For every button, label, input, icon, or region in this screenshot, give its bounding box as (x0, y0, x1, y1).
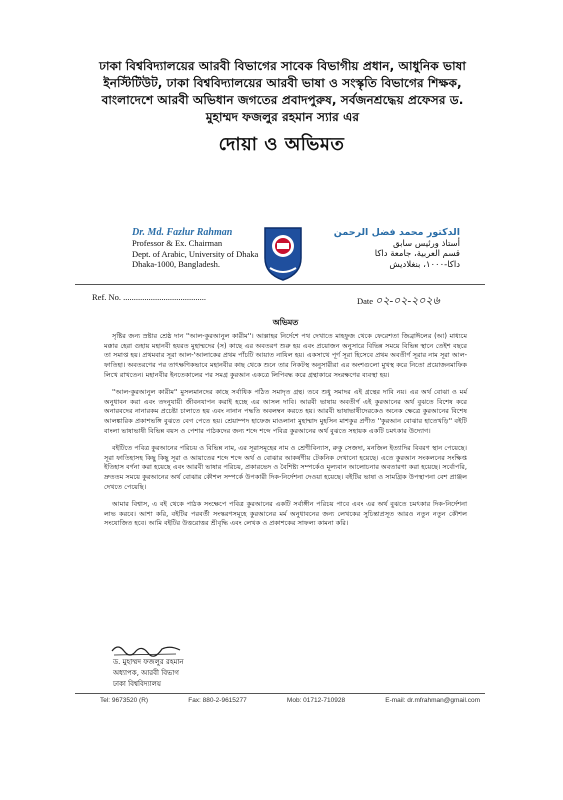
letterhead-line: Dept. of Arabic, University of Dhaka (132, 248, 259, 259)
signatory-name: ড. মুহাম্মদ ফজলুর রহমান (113, 658, 184, 666)
date-field (357, 292, 440, 311)
paragraph: ''আল-কুরআনুল কারীম'' মুসলমানদের কাছে সর্বাধিক পঠিত সমাদৃত গ্রন্থ। তবে শুধু সমাদর এই গ্রন্থের দাবি নয়। এর অর্থ বোঝা ও মর্ম অনুধাবন করা এবং তদনুযায়ী জীবনযাপন করাই হচ্ছে এর আসল দাবি। আরবী ভাষায় অবতীর্ণ এই কুরআনের অর্থ বুঝতে বিশেষ করে অনারবদের নানারকম প্রচেষ্টা চালাতে হয় এবং নানান পদ্ধতি অবলম্বন করতে হয়। আরবী ভাষাভাষীদেরকেও অনেক ক্ষেত্রে কুরআনের বিশেষ আলঙ্কারিক প্রকাশভঙ্গি বুঝতে বেগ পেতে হয়। শ্রেয়াম্পদ হাফেজ মাওলানা মুহাম্মাদ মুহসিন মাশকুর প্রণীত ''কুরআন বোঝার হাতেখড়ি'' বইটি বাংলা ভাষাভাষী বিভিন্ন বয়স ও পেশার পাঠকদের জন্য শব্দে শব্দে পবিত্র কুরআনের অর্থ বুঝতে সহায়ক একটি চমৎকার উদ্যোগ। (104, 387, 467, 435)
letterhead-line: قسم العربية، جامعة داكا (374, 249, 460, 259)
paragraph: বইটিতে পবিত্র কুরআনের পরিচয় ও বিভিন্ন নাম, এর সূরাসমূহের নাম ও শ্রেণীবিন্যাস, রুকু সেজদা, মনজিল ইত্যাদির বিবরণ স্থান পেয়েছে। সূরা ফাতিহাসহ কিছু কিছু সূরা ও আয়াতের শব্দে শব্দে অর্থ ও বোঝার আকর্ষণীয় টেকনিক দেখানো হয়েছে। এতে কুরআন সংকলনের সংক্ষিপ্ত ইতিহাস বর্ণনা করা হয়েছে এবং আরবী ভাষার পরিচয়, প্রকারভেদ ও বৈশিষ্ট্য সম্পর্কেও মূল্যবান আলোচনার অবতারণা করা হয়েছে। সর্বোপরি, দ্রুততম সময়ে কুরআনের অর্থ বোঝার কৌশল সম্পর্কে উপকারী দিক-নির্দেশনা দেওয়া হয়েছে। বইটির ভাষা ও সামগ্রিক উপস্থাপনা বেশ প্রাঞ্জল দেখতে পেয়েছি। (104, 443, 467, 491)
page-title: দোয়া ও অভিমত (218, 134, 345, 155)
paragraph: আমার বিশ্বাস, এ বই থেকে পাঠক সংক্ষেপে পবিত্র কুরআনের একটি সর্বাঙ্গীন পরিচয় পাবে এবং এর অর্থ বুঝতে চমৎকার দিক-নির্দেশনা লাভ করবে। আশা করি, বইটির পরবর্তী সংস্করণসমূহে কুরআনের মর্ম অনুধাবনের জন্য লেখকের সুচিন্তাপ্রসূত আরও নতুন নতুন কৌশল সংযোজিত হবে। আমি বইটির উত্তরোত্তর শ্রীবৃদ্ধি এবং লেখক ও প্রকাশকের সাফল্য কামনা করি। (104, 499, 467, 528)
footer-fax: Fax: 880-2-9615277 (188, 697, 247, 704)
reference-number: Ref. No. ....................................... (92, 292, 207, 302)
letterhead-arabic (334, 228, 460, 270)
signatory-title: অধ্যাপক, আরবী বিভাগ (113, 669, 180, 677)
letterhead-line: Professor & Ex. Chairman (132, 238, 223, 248)
footer-contact (100, 697, 480, 704)
letterhead-line: داكا-١٠٠٠، بنغلاديش (389, 259, 460, 270)
footer-tel: Tel: 9673520 (R) (100, 697, 149, 704)
footer-email: E-mail: dr.mfrahman@gmail.com (385, 697, 480, 704)
letterhead-name-english: Dr. Md. Fazlur Rahman (132, 227, 233, 238)
intro-line: বাংলাদেশে আরবী অভিধান জগতের প্রবাদপুরুষ, সর্বজনশ্রদ্ধেয় প্রফেসর ড. (101, 93, 464, 107)
intro-line: ইনস্টিটিউট, ঢাকা বিশ্ববিদ্যালয়ের আরবী ভাষা ও সংস্কৃতি বিভাগের শিক্ষক, (103, 76, 462, 90)
paragraph: সৃষ্টির জন্য স্রষ্টার শ্রেষ্ঠ দান ''আল-কুরআনুল কারীম''। আল্লাহর নির্দেশে পথ দেখাতে মাহফুজ থেকে ফেরেশতা জিব্রাঈলের (আ) মাধ্যমে মক্কার হেরা গুহায় মহানবী হযরত মুহাম্মদের (স) কাছে এর অবতরণ শুরু হয় এবং প্রয়োজন অনুসারে বিভিন্ন সময়ে বিভিন্ন স্থানে তেইশ বছরে তা সমাপ্ত হয়। প্রথমবার সূরা আল-'আলাকের প্রথম পাঁচটি আয়াত নাযিল হয়। একসাথে পূর্ণ সূরা হিসেবে প্রথম অবতীর্ণ সূরার নাম সূরা আল-ফাতিহা। অবতরণের পর তাৎক্ষণিকভাবে মহানবীর কাছ থেকে শুনে তার নিকটস্থ অনুসারীরা এর অংশগুলো মুখস্থ করে নিতো প্রয়োজনমাফিক লিখে রাখতেন। মহানবীর ইনতেকালের পর সমগ্র কুরআন একত্রে লিপিবদ্ধ করে গ্রন্থাকারে সংরক্ষণের ব্যবস্থা হয়। (104, 331, 467, 379)
intro-heading (40, 58, 525, 126)
footer-mobile: Mob: 01712-710928 (286, 697, 346, 704)
letterhead-line: Dhaka-1000, Bangladesh. (132, 259, 221, 269)
intro-line: ঢাকা বিশ্ববিদ্যালয়ের আরবী বিভাগের সাবেক বিভাগীয় প্রধান, আধুনিক ভাষা (99, 59, 466, 73)
letterhead-english (132, 227, 258, 270)
letterhead-name-arabic: الدكتور محمد فضل الرحمن (333, 227, 460, 238)
signature-block (113, 657, 184, 690)
opinion-body (104, 318, 467, 536)
opinion-heading: অভিমত (272, 318, 299, 327)
university-seal-icon (262, 226, 304, 282)
divider (75, 284, 485, 285)
intro-line: মুহাম্মদ ফজলুর রহমান স্যার এর (205, 110, 360, 124)
date-value: ০২-০২-২০২৬ (375, 295, 440, 307)
footer-divider (75, 693, 485, 694)
letterhead-line: أستاذ ورئيس سابق (393, 238, 460, 249)
signatory-institution: ঢাকা বিশ্ববিদ্যালয় (113, 680, 162, 688)
date-label: Date (357, 296, 374, 306)
